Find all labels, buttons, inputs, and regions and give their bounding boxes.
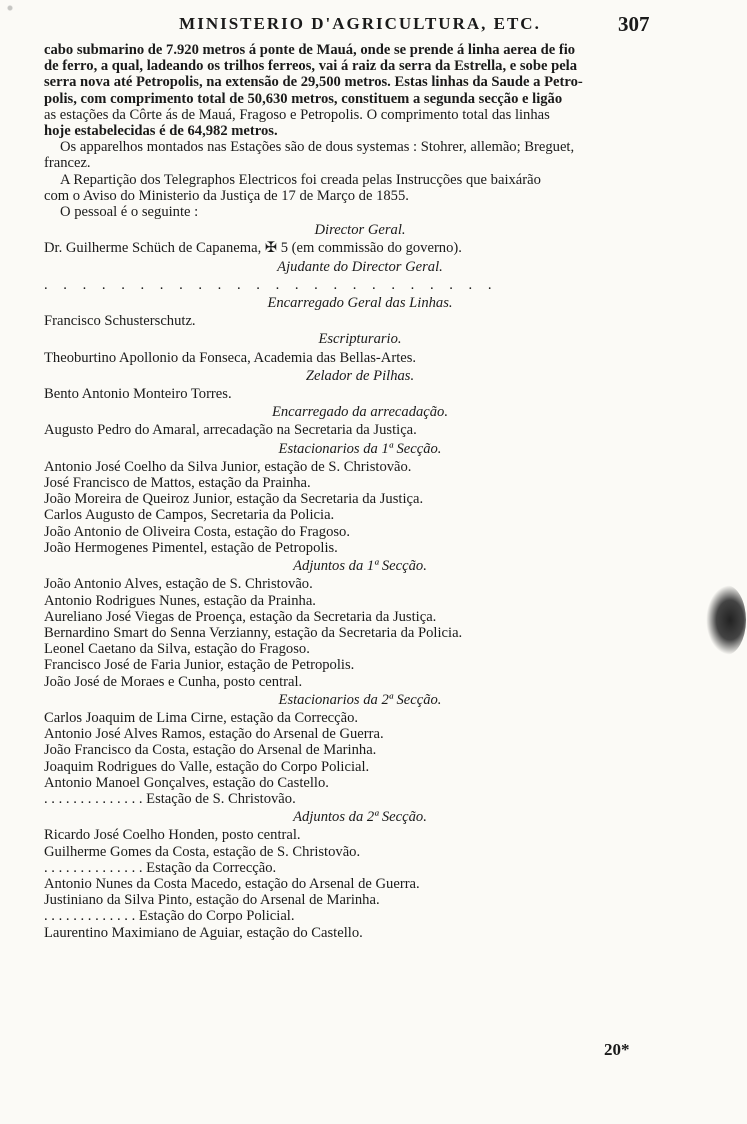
running-header: MINISTERIO D'AGRICULTURA, ETC. xyxy=(179,14,541,33)
intro-paragraph xyxy=(44,42,676,139)
staff-line: Dr. Guilherme Schüch de Capanema, ✠ 5 (em commissão do governo). xyxy=(44,240,462,257)
apparelhos-paragraph xyxy=(44,139,676,171)
staff-line: Bernardino Smart do Senna Verzianny, estação da Secretaria da Policia. xyxy=(44,624,463,641)
staff-line: Carlos Joaquim de Lima Cirne, estação da Correcção. xyxy=(44,709,359,726)
staff-line: João Francisco da Costa, estação do Arsenal de Marinha. xyxy=(44,742,377,759)
text-line: A Repartição dos Telegraphos Electricos foi creada pelas Instrucções que baixárão xyxy=(60,171,541,188)
section-heading-estacionarios-1: Estacionarios da 1ª Secção. xyxy=(278,440,442,457)
signature-mark: 20* xyxy=(604,1040,630,1059)
page-number: 307 xyxy=(618,12,650,36)
staff-line: . . . . . . . . . . . . . . Estação da Correcção. xyxy=(44,859,277,876)
scan-speck xyxy=(0,0,40,20)
text-line: cabo submarino de 7.920 metros á ponte de Mauá, onde se prende á linha aerea de fio xyxy=(44,42,576,58)
text-line: as estações da Côrte ás de Mauá, Fragoso e Petropolis. O comprimento total das linhas xyxy=(44,106,550,123)
staff-line: . . . . . . . . . . . . . Estação do Corpo Policial. xyxy=(44,908,295,925)
text-line: com o Aviso do Ministerio da Justiça de 17 de Março de 1855. xyxy=(44,187,409,204)
staff-line: Laurentino Maximiano de Aguiar, estação do Castello. xyxy=(44,924,363,941)
staff-line: Francisco José de Faria Junior, estação de Petropolis. xyxy=(44,657,355,674)
staff-line: Antonio Nunes da Costa Macedo, estação do Arsenal de Guerra. xyxy=(44,875,420,892)
staff-line: Francisco Schusterschutz. xyxy=(44,313,196,330)
staff-line: João Antonio de Oliveira Costa, estação do Fragoso. xyxy=(44,523,351,540)
staff-line: Antonio José Alves Ramos, estação do Arsenal de Guerra. xyxy=(44,726,384,743)
staff-line: Antonio José Coelho da Silva Junior, estação de S. Christovão. xyxy=(44,458,412,475)
staff-line: Ricardo José Coelho Honden, posto central. xyxy=(44,827,301,844)
reparticao-paragraph xyxy=(44,172,676,204)
section-heading-escripturario: Escripturario. xyxy=(318,331,402,348)
staff-line: João José de Moraes e Cunha, posto central. xyxy=(44,673,303,690)
staff-line: Bento Antonio Monteiro Torres. xyxy=(44,386,232,403)
staff-line: Augusto Pedro do Amaral, arrecadação na Secretaria da Justiça. xyxy=(44,422,417,439)
section-heading-ajudante: Ajudante do Director Geral. xyxy=(277,258,443,275)
staff-line: Antonio Manoel Gonçalves, estação do Castello. xyxy=(44,774,329,791)
staff-line: Guilherme Gomes da Costa, estação de S. Christovão. xyxy=(44,843,361,860)
text-line: serra nova até Petropolis, na extensão de 29,500 metros. Estas linhas da Saude a Petro- xyxy=(44,74,583,91)
section-heading-encarregado-linhas: Encarregado Geral das Linhas. xyxy=(267,295,453,312)
binding-edge-mark xyxy=(706,585,746,655)
text-line: Os apparelhos montados nas Estações são de dous systemas : Stohrer, allemão; Breguet, xyxy=(60,139,575,156)
section-heading-adjuntos-1: Adjuntos da 1ª Secção. xyxy=(293,558,427,575)
section-heading-director: Director Geral. xyxy=(314,222,406,239)
vacant-dots: . . . . . . . . . . . . . . . . . . . . . . . . xyxy=(44,276,498,293)
page-body xyxy=(44,42,676,941)
staff-line: José Francisco de Mattos, estação da Prainha. xyxy=(44,475,311,492)
staff-line: Carlos Augusto de Campos, Secretaria da Policia. xyxy=(44,507,335,524)
text-line: francez. xyxy=(44,155,91,172)
section-heading-zelador: Zelador de Pilhas. xyxy=(305,367,415,384)
text-line: hoje estabelecidas é de 64,982 metros. xyxy=(44,123,278,140)
staff-line: João Moreira de Queiroz Junior, estação da Secretaria da Justiça. xyxy=(44,491,424,508)
staff-line: Theoburtino Apollonio da Fonseca, Academia das Bellas-Artes. xyxy=(44,349,417,366)
staff-line: Joaquim Rodrigues do Valle, estação do Corpo Policial. xyxy=(44,758,370,775)
text-line: de ferro, a qual, ladeando os trilhos ferreos, vai á raiz da serra da Estrella, e sobe pela xyxy=(44,58,578,75)
staff-line: João Hermogenes Pimentel, estação de Petropolis. xyxy=(44,539,338,556)
pessoal-intro: O pessoal é o seguinte : xyxy=(60,204,199,221)
section-heading-arrecadacao: Encarregado da arrecadação. xyxy=(271,404,449,421)
text-line: polis, com comprimento total de 50,630 metros, constituem a segunda secção e ligão xyxy=(44,90,563,107)
section-heading-adjuntos-2: Adjuntos da 2ª Secção. xyxy=(293,809,427,826)
staff-line: . . . . . . . . . . . . . . Estação de S. Christovão. xyxy=(44,790,296,807)
staff-line: Aureliano José Viegas de Proença, estação da Secretaria da Justiça. xyxy=(44,608,437,625)
staff-line: João Antonio Alves, estação de S. Christovão. xyxy=(44,576,313,593)
staff-line: Leonel Caetano da Silva, estação do Fragoso. xyxy=(44,641,310,658)
section-heading-estacionarios-2: Estacionarios da 2ª Secção. xyxy=(278,691,442,708)
staff-line: Justiniano da Silva Pinto, estação do Arsenal de Marinha. xyxy=(44,892,380,909)
staff-line: Antonio Rodrigues Nunes, estação da Prainha. xyxy=(44,592,316,609)
